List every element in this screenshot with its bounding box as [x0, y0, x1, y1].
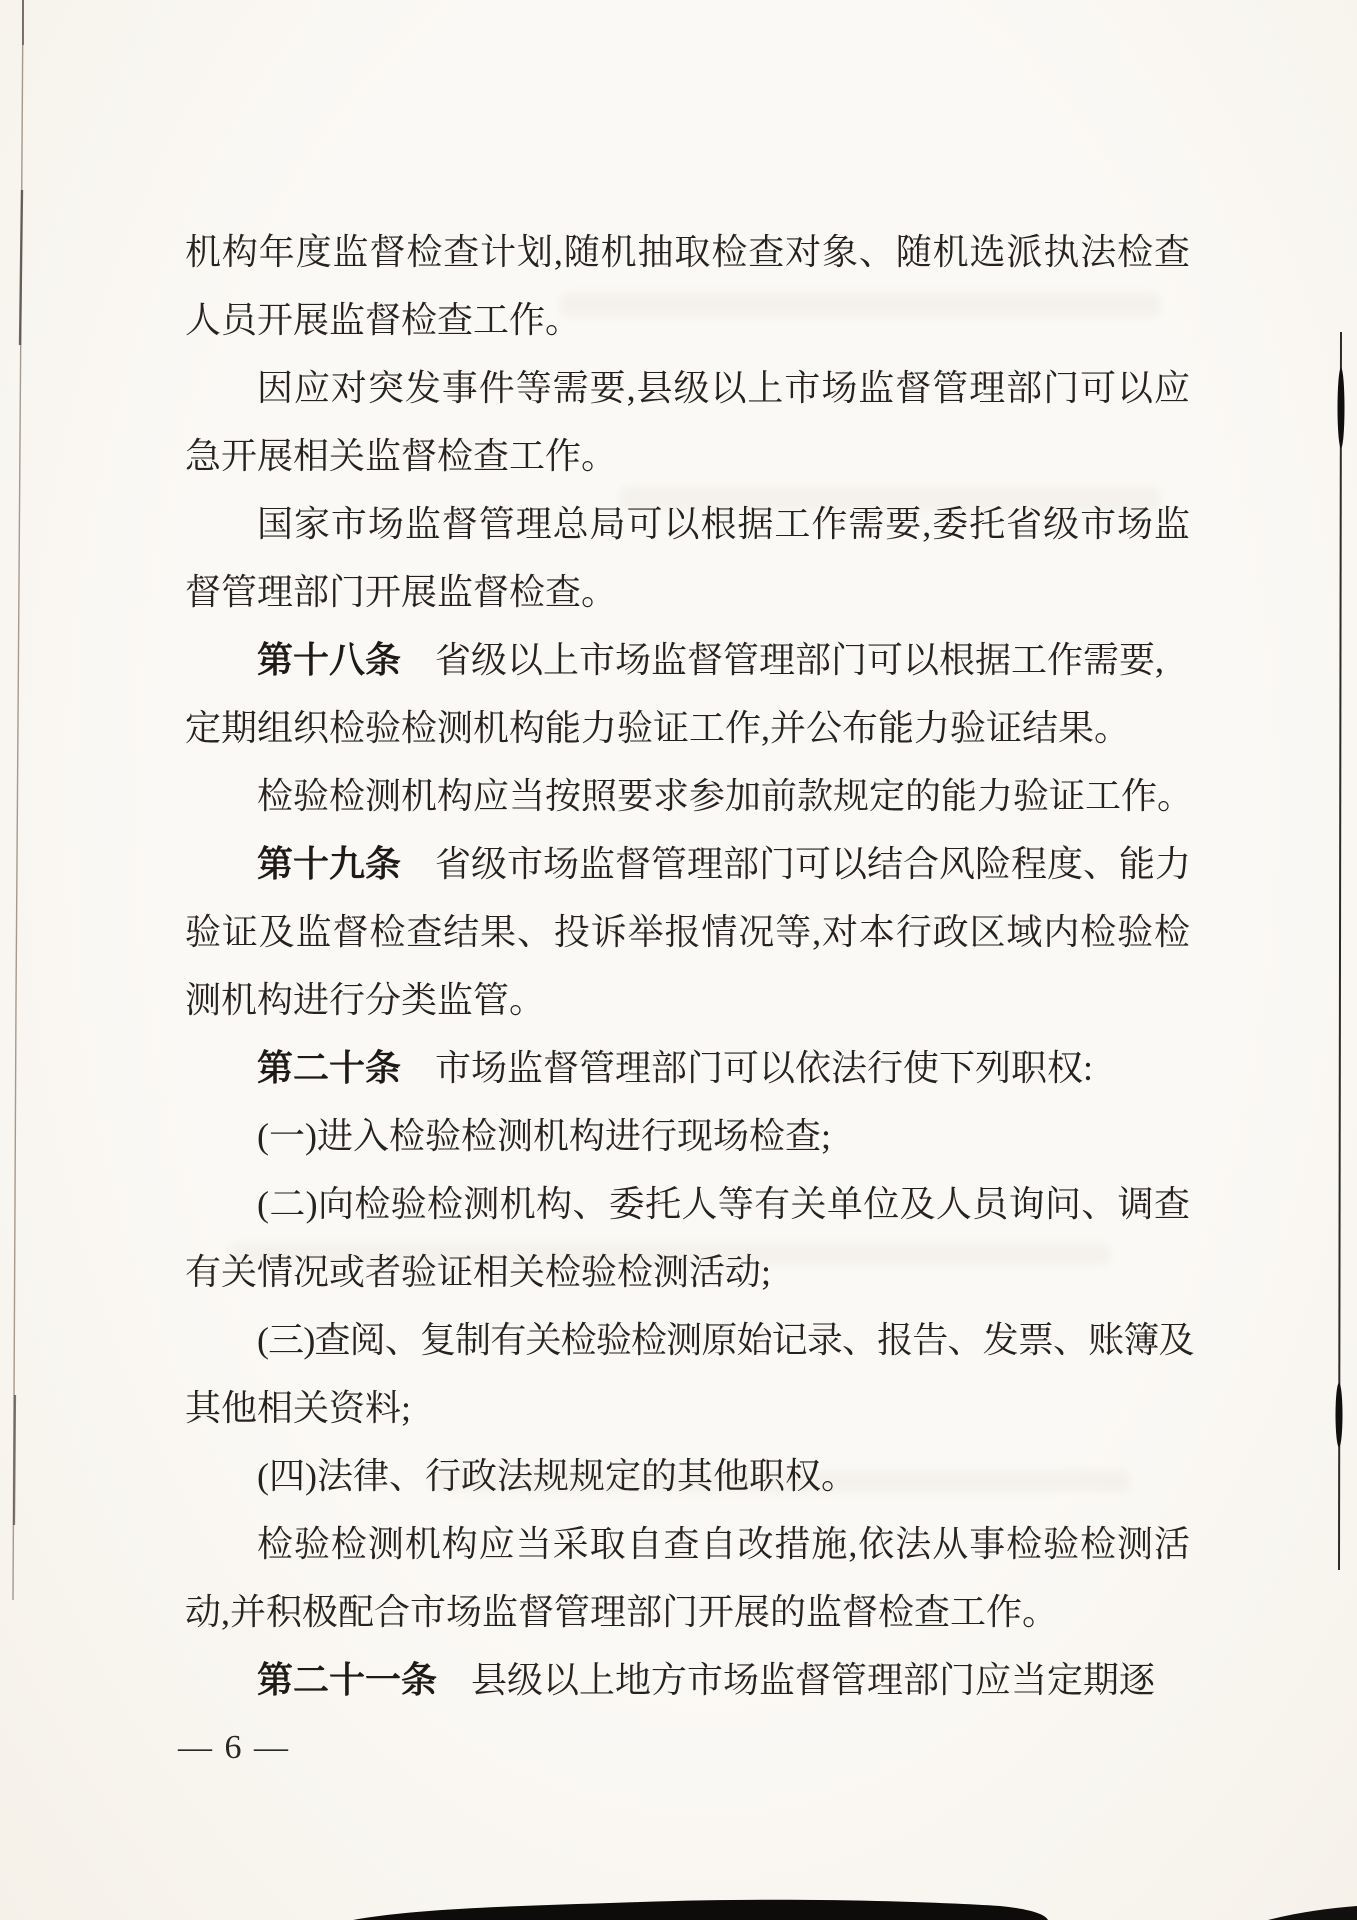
right-edge-ink-blob	[1338, 368, 1345, 448]
article-heading: 第十九条	[257, 844, 402, 884]
doc-line	[185, 626, 1190, 694]
doc-line	[185, 1578, 1190, 1646]
doc-line	[185, 422, 1190, 490]
doc-line-text: 县级以上地方市场监督管理部门应当定期逐	[471, 1660, 1156, 1700]
left-fold-line-dark-top	[20, 190, 22, 345]
doc-line-text: 省级以上市场监督管理部门可以根据工作需要,	[435, 640, 1165, 680]
doc-line-text: 省级市场监督管理部门可以结合风险程度、能力	[435, 844, 1192, 884]
bottom-scan-band	[353, 1900, 1048, 1920]
doc-line-text: 检验检测机构应当按照要求参加前款规定的能力验证工作。	[257, 776, 1194, 816]
doc-line-text: 机构年度监督检查计划,随机抽取检查对象、随机选派执法检查	[185, 232, 1190, 272]
left-fold-line-dark-bottom	[14, 1395, 15, 1525]
bottom-corner-band	[1268, 1906, 1357, 1920]
doc-line-text: 有关情况或者验证相关检验检测活动;	[185, 1252, 772, 1292]
doc-line-text: 测机构进行分类监管。	[185, 980, 546, 1020]
doc-line	[185, 1510, 1190, 1578]
doc-line	[185, 1170, 1190, 1238]
doc-line-text: 验证及监督检查结果、投诉举报情况等,对本行政区域内检验检	[185, 912, 1190, 952]
doc-line-text: (三)查阅、复制有关检验检测原始记录、报告、发票、账簿及	[257, 1320, 1190, 1360]
doc-line	[185, 1034, 1190, 1102]
doc-line	[185, 354, 1190, 422]
doc-line	[185, 558, 1190, 626]
doc-line	[185, 1442, 1190, 1510]
doc-line-text: 动,并积极配合市场监督管理部门开展的监督检查工作。	[185, 1592, 1059, 1632]
right-edge-line	[1339, 332, 1341, 1570]
doc-line	[185, 218, 1190, 286]
doc-line	[185, 762, 1194, 830]
doc-line	[185, 830, 1190, 898]
left-fold-line	[13, 0, 23, 1600]
doc-line-text: 检验检测机构应当采取自查自改措施,依法从事检验检测活	[257, 1524, 1190, 1564]
doc-line-text: 因应对突发事件等需要,县级以上市场监督管理部门可以应	[257, 368, 1190, 408]
doc-line-text: 人员开展监督检查工作。	[185, 300, 582, 340]
doc-line	[185, 1306, 1190, 1374]
doc-line	[185, 1238, 1190, 1306]
doc-line	[185, 966, 1190, 1034]
doc-line-text: 国家市场监督管理总局可以根据工作需要,委托省级市场监	[257, 504, 1190, 544]
article-heading: 第十八条	[257, 640, 402, 680]
doc-line-text: 督管理部门开展监督检查。	[185, 572, 618, 612]
doc-line-text: (一)进入检验检测机构进行现场检查;	[257, 1116, 831, 1156]
doc-line-text: 市场监督管理部门可以依法行使下列职权:	[435, 1048, 1094, 1088]
doc-line-text: (四)法律、行政法规规定的其他职权。	[257, 1456, 857, 1496]
page-number: — 6 —	[178, 1729, 290, 1766]
doc-line	[185, 1102, 1190, 1170]
doc-line-text: 其他相关资料;	[185, 1388, 412, 1428]
article-heading: 第二十一条	[257, 1660, 438, 1700]
document-body	[178, 218, 1194, 1782]
doc-line	[185, 490, 1190, 558]
doc-line	[185, 694, 1190, 762]
doc-line	[185, 286, 1190, 354]
article-heading: 第二十条	[257, 1048, 402, 1088]
right-edge-ink-blob	[1336, 1383, 1343, 1447]
doc-line	[185, 1646, 1190, 1714]
doc-line-text: (二)向检验检测机构、委托人等有关单位及人员询问、调查	[257, 1184, 1190, 1224]
doc-line-text: 定期组织检验检测机构能力验证工作,并公布能力验证结果。	[185, 708, 1131, 748]
doc-line-text: 急开展相关监督检查工作。	[185, 436, 618, 476]
doc-line	[185, 898, 1190, 966]
doc-line	[185, 1374, 1190, 1442]
